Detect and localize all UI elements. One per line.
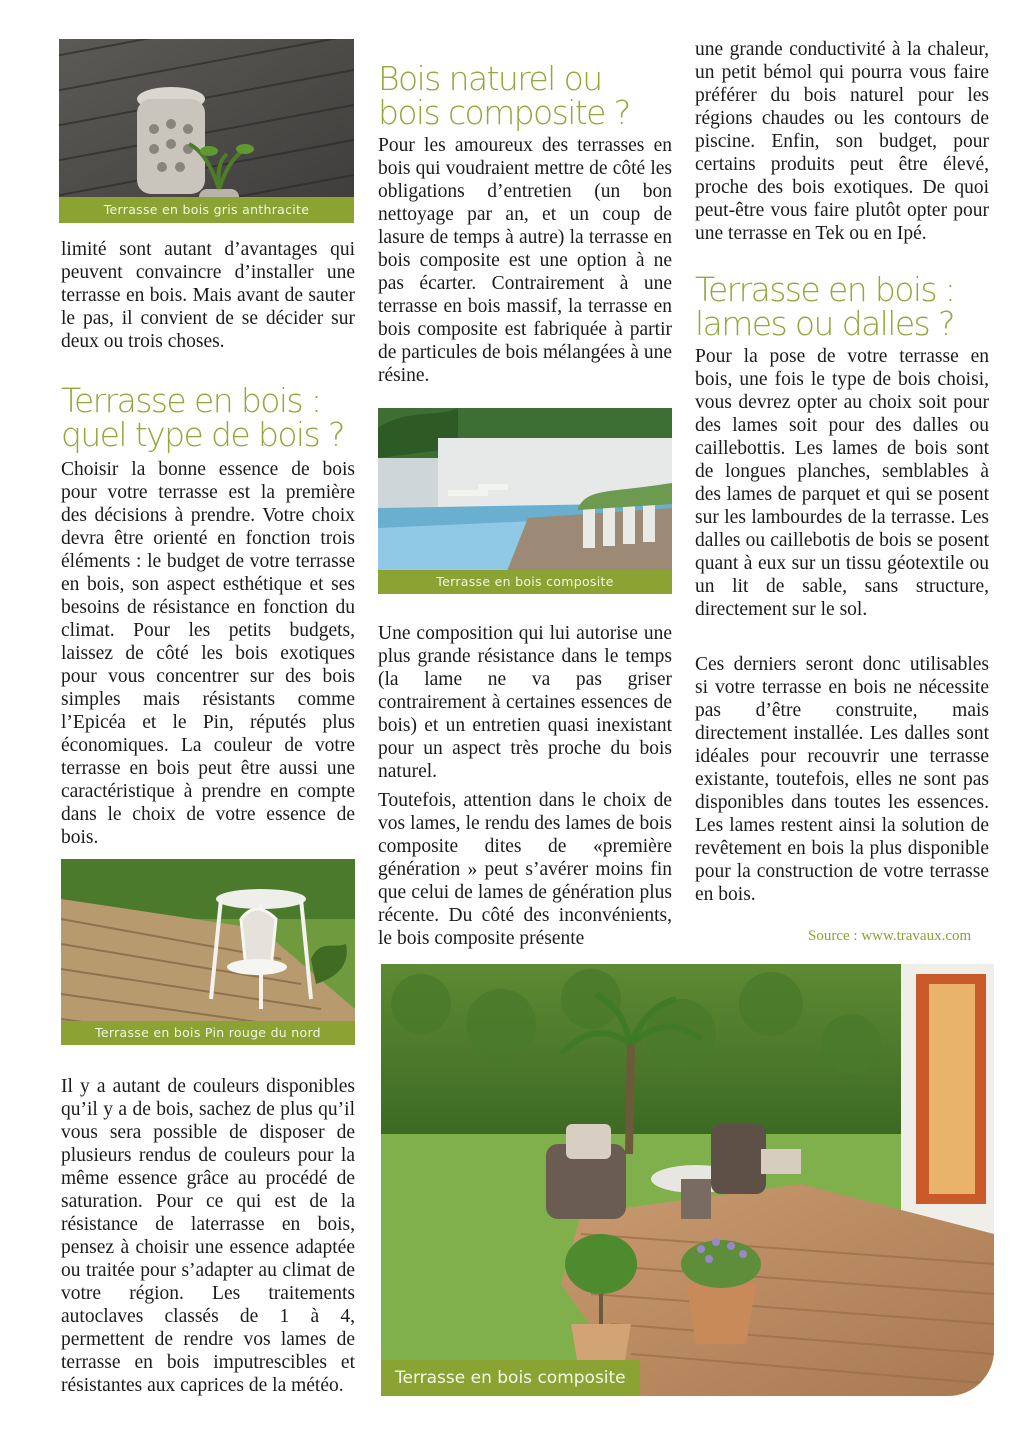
photo-pine-deck	[61, 859, 355, 1045]
paragraph: Pour la pose de votre terrasse en bois, une fois le type de bois choisi, vous devrez opter au choix soit pour des lames soit pour des dalles ou caillebottis. Les lames de bois sont de longues planches, semblables à des lames de parquet et qui se posent sur les lambourdes de la terrasse. Les dalles ou caillebotis de bois se posent quant à eux sur un tissu géotextile ou un lit de sable, sans structure, directement sur le sol.	[695, 346, 989, 620]
column-1-bottom	[61, 1075, 355, 1397]
paragraph: Ces derniers seront donc utilisables si votre terrasse en bois ne nécessite pas d’être construite, mais directement installée. Les dalles sont idéales pour recouvrir une terrasse existante, toutefois, elles ne sont pas disponibles dans toutes les essences. Les lames restent ainsi la solution de revêtement en bois la plus disponible pour la construction de votre terrasse en bois.	[695, 654, 989, 905]
grey-deck-image	[59, 39, 354, 223]
column-2	[378, 59, 672, 387]
paragraph: Toutefois, attention dans le choix de vos lames, le rendu des lames de bois composite dites de «première génération » peut s’avérer moins fin que celui de lames de génération plus récente. Du côté des inconvénients, le bois composite présente	[378, 790, 672, 949]
paragraph: Il y a autant de couleurs disponibles qu’il y a de bois, sachez de plus qu’il vous sera possible de disposer de plusieurs rendus de couleurs pour la même essence grâce au procédé de saturation. Pour ce qui est de la résistance de laterrasse en bois, pensez à choisir une essence adaptée ou traitée pour s’adapter au climat de votre région. Les traitements autoclaves classés de 1 à 4, permettent de rendre vos lames de terrasse en bois imputrescibles et résistantes aux caprices de la météo.	[61, 1076, 355, 1396]
photo-large-garden-deck	[381, 964, 994, 1396]
heading-line: bois composite ?	[378, 93, 630, 132]
photo-grey-deck	[59, 39, 354, 223]
photo-caption: Terrasse en bois gris anthracite	[59, 197, 354, 223]
section-heading	[695, 270, 989, 343]
column-3	[695, 38, 989, 906]
paragraph: Une composition qui lui autorise une plus grande résistance dans le temps (la lame ne va pas griser contrairement à certaines essences de bois) et un entretien quasi inexistant pour un aspect très proche du bois naturel.	[378, 623, 672, 782]
column-1	[61, 238, 355, 849]
heading-line: Bois naturel ou	[378, 59, 602, 98]
section-heading	[61, 381, 355, 454]
photo-caption: Terrasse en bois composite	[378, 570, 672, 594]
pine-deck-image	[61, 859, 355, 1045]
paragraph: une grande conductivité à la chaleur, un petit bémol qui pourra vous faire préférer du bois naturel pour les régions chaudes ou les contours de piscine. Enfin, son budget, pour certains produits peut être élevé, proche des bois exotiques. De quoi peut-être vous faire plutôt opter pour une terrasse en Tek ou en Ipé.	[695, 39, 989, 244]
section-heading	[378, 59, 672, 132]
heading-line: Terrasse en bois :	[61, 381, 321, 420]
source-credit: Source : www.travaux.com	[808, 928, 972, 944]
column-2-bottom	[378, 622, 672, 950]
photo-pool-deck	[378, 408, 672, 594]
heading-line: Terrasse en bois :	[695, 270, 955, 309]
garden-deck-image	[381, 964, 994, 1396]
photo-caption: Terrasse en bois Pin rouge du nord	[61, 1021, 355, 1045]
paragraph: limité sont autant d’avantages qui peuvent convaincre d’installer une terrasse en bois. Mais avant de sauter le pas, il convient de se décider sur deux ou trois choses.	[61, 239, 355, 352]
paragraph: Choisir la bonne essence de bois pour votre terrasse est la première des décisions à prendre. Votre choix devra être orienté en fonction trois éléments : le budget de votre terrasse en bois, son aspect esthétique et ses besoins de résistance en fonction du climat. Pour les petits budgets, laissez de côté les bois exotiques pour vous concentrer sur des bois simples mais résistants comme l’Epicéa et le Pin, réputés plus économiques. La couleur de votre terrasse en bois peut être aussi une caractéristique à prendre en compte dans le choix de votre essence de bois.	[61, 459, 355, 848]
heading-line: lames ou dalles ?	[695, 304, 954, 343]
photo-caption: Terrasse en bois composite	[381, 1360, 640, 1396]
pool-deck-image	[378, 408, 672, 594]
paragraph: Pour les amoureux des terrasses en bois qui voudraient mettre de côté les obligations d’entretien (un bon nettoyage par an, et un coup de lasure de temps à autre) la terrasse en bois composite est une option à ne pas écarter. Contrairement à une terrasse en bois massif, la terrasse en bois composite est fabriquée à partir de particules de bois mélangées à une résine.	[378, 135, 672, 386]
heading-line: quel type de bois ?	[61, 415, 344, 454]
